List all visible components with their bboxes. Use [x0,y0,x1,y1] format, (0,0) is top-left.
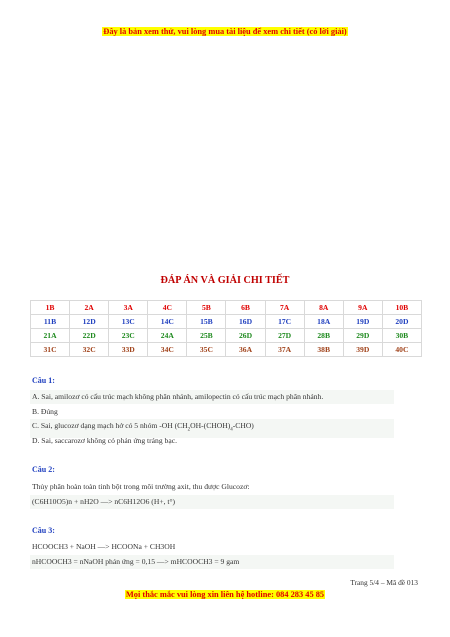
answer-cell: 40C [382,343,421,357]
answer-cell: 38B [304,343,343,357]
answer-table [30,300,422,357]
answer-cell: 3A [109,301,148,315]
answer-cell: 39D [343,343,382,357]
answer-cell: 33D [109,343,148,357]
answer-cell: 8A [304,301,343,315]
answer-cell: 28B [304,329,343,343]
answer-cell: 21A [31,329,70,343]
answer-cell: 29D [343,329,382,343]
question-3-equation: HCOOCH3 + NaOH —> HCOONa + CH3OH [32,542,176,551]
question-2-label: Câu 2: [32,465,55,474]
answer-row [31,301,422,315]
answer-cell: 9A [343,301,382,315]
question-3-label: Câu 3: [32,526,55,535]
answer-row [31,329,422,343]
answer-cell: 6B [226,301,265,315]
answer-row [31,315,422,329]
hotline-notice [0,590,450,599]
answer-cell: 1B [31,301,70,315]
answer-cell: 36A [226,343,265,357]
answer-cell: 37A [265,343,304,357]
answer-cell: 12D [70,315,109,329]
answer-cell: 11B [31,315,70,329]
question-3-calculation: nHCOOCH3 = nNaOH phản ứng = 0,15 —> mHCOOCH3 = 9 gam [30,555,394,569]
answer-cell: 7A [265,301,304,315]
answer-cell: 20D [382,315,421,329]
answer-cell: 14C [148,315,187,329]
answer-cell: 19D [343,315,382,329]
question-1-label: Câu 1: [32,376,55,385]
answer-cell: 16D [226,315,265,329]
answer-cell: 25B [187,329,226,343]
answer-cell: 4C [148,301,187,315]
answer-cell: 30B [382,329,421,343]
answer-cell: 32C [70,343,109,357]
question-1-option-a: A. Sai, amilozơ có cấu trúc mạch không phân nhánh, amilopectin có cấu trúc mạch phân nhánh. [30,390,394,404]
answer-cell: 24A [148,329,187,343]
question-2-equation: (C6H10O5)n + nH2O —> nC6H12O6 (H+, t°) [30,495,394,509]
question-1-option-b: B. Đúng [32,407,58,416]
answer-cell: 2A [70,301,109,315]
preview-notice-text: Đây là bản xem thử, vui lòng mua tài liệu để xem chi tiết (có lời giải) [103,27,347,36]
answer-cell: 35C [187,343,226,357]
answer-cell: 26D [226,329,265,343]
question-1-option-c: C. Sai, glucozơ dạng mạch hở có 5 nhóm -OH $(CH_2OH-(CHOH)_4-CHO)$ [30,419,394,438]
hotline-notice-text: Mọi thắc mắc vui lòng xin liên hệ hotline: 084 283 45 85 [125,590,325,599]
answer-cell: 17C [265,315,304,329]
answer-cell: 10B [382,301,421,315]
question-2-line-1: Thủy phân hoàn toàn tinh bột trong môi trường axit, thu được Glucozơ: [32,482,250,491]
answer-cell: 5B [187,301,226,315]
answer-cell: 15B [187,315,226,329]
question-1-option-d: D. Sai, saccarozơ không có phản ứng tráng bạc. [32,436,177,445]
answer-cell: 34C [148,343,187,357]
answer-cell: 23C [109,329,148,343]
answer-cell: 18A [304,315,343,329]
answer-cell: 27D [265,329,304,343]
preview-notice [0,27,450,36]
answer-row [31,343,422,357]
section-title: ĐÁP ÁN VÀ GIẢI CHI TIẾT [160,275,290,286]
answer-cell: 13C [109,315,148,329]
answer-cell: 22D [70,329,109,343]
answer-cell: 31C [31,343,70,357]
page-number: Trang 5/4 – Mã đề 013 [350,578,418,587]
